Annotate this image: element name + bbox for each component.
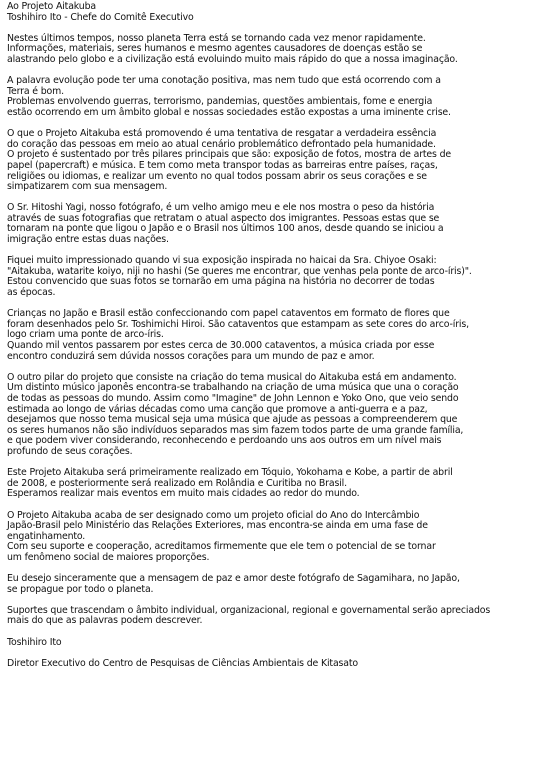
paragraph-line: mais do que as palavras podem descrever. <box>7 615 203 627</box>
paragraph-line: tornaram na ponte que ligou o Japão e o Brasil nos últimos 100 anos, desde quando se iniciou a <box>7 223 444 235</box>
paragraph-line: desejamos que nosso tema musical seja uma música que ajude as pessoas a compreenderem que <box>7 414 458 426</box>
paragraph-line: imigração entre estas duas nações. <box>7 234 169 246</box>
paragraph-line: Quando mil ventos passarem por estes cerca de 30.000 cataventos, a música criada por esse <box>7 340 435 351</box>
paragraph-line: Estou convencido que suas fotos se tornarão em uma página na história no decorrer de todas <box>7 276 435 288</box>
paragraph-line: Suportes que trascendam o âmbito individual, organizacional, regional e governamental serão apreciados <box>7 604 491 616</box>
paragraph <box>7 638 543 649</box>
paragraph-line: Eu desejo sinceramente que a mensagem de paz e amor deste fotógrafo de Sagamihara, no Japão, <box>7 573 460 585</box>
paragraph <box>7 129 543 193</box>
paragraph-line: estão ocorrendo em um âmbito global e nossas sociedades estão expostas a uma iminente crise. <box>7 106 451 118</box>
paragraph-line: O que o Projeto Aitakuba está promovendo é uma tentativa de resgatar a verdadeira essência <box>7 128 437 140</box>
paragraph-line: religiões ou idiomas, e realizar um evento no qual todos possam abrir os seus corações e se <box>7 170 427 182</box>
paragraph <box>7 76 543 118</box>
paragraph-line: Terra é bom. <box>7 85 64 97</box>
paragraph-line: profundo de seus corações. <box>7 445 133 457</box>
paragraph-line: um fenômeno social de maiores proporções. <box>7 551 210 563</box>
paragraph-line: encontro conduzirá sem dúvida nossos corações para um mundo de paz e amor. <box>7 350 375 362</box>
sender-header-line: Toshihiro Ito - Chefe do Comitê Executivo <box>7 11 194 23</box>
paragraph <box>7 203 543 245</box>
letter-body <box>7 34 543 670</box>
paragraph <box>7 34 543 66</box>
paragraph-line: A palavra evolução pode ter uma conotação positiva, mas nem tudo que está ocorrendo com a <box>7 75 441 87</box>
paragraph-line: Nestes últimos tempos, nosso planeta Terra está se tornando cada vez menor rapidamente. <box>7 32 426 44</box>
paragraph-line: engatinhamento. <box>7 530 86 542</box>
paragraph-line: Esperamos realizar mais eventos em muito mais cidades ao redor do mundo. <box>7 488 360 500</box>
paragraph-line: estimada ao longo de várias décadas como uma canção que promove a anti-guerra e a paz, <box>7 403 428 415</box>
paragraph <box>7 309 543 362</box>
paragraph-line: "Aitakuba, watarite koiyo, niji no hashi (Se queres me encontrar, que venhas pela ponte de arco-íris)". <box>7 265 472 277</box>
paragraph-line: O Projeto Aitakuba acaba de ser designado como um projeto oficial do Ano do Intercâmbio <box>7 509 420 521</box>
paragraph-line: de 2008, e posteriormente será realizado em Rolândia e Curitiba no Brasil. <box>7 477 347 489</box>
paragraph-line: através de suas fotografias que retratam o atual aspecto dos imigrantes. Pessoas estas que se <box>7 212 440 224</box>
paragraph-line: Informações, materiais, seres humanos e mesmo agentes causadores de doenças estão se <box>7 43 423 55</box>
paragraph-line: alastrando pelo globo e a civilização está evoluindo muito mais rápido do que a nossa imaginação. <box>7 53 458 65</box>
recipient-line: Ao Projeto Aitakuba <box>7 1 96 12</box>
letter-document <box>7 2 543 680</box>
paragraph-line: do coração das pessoas em meio ao atual cenário problemático defrontado pela humanidade. <box>7 138 436 150</box>
paragraph-line: O projeto é sustentado por três pilares principais que são: exposição de fotos, mostra de artes de <box>7 149 452 161</box>
paragraph <box>7 468 543 500</box>
paragraph-line: Este Projeto Aitakuba será primeiramente realizado em Tóquio, Yokohama e Kobe, a partir de abril <box>7 467 453 479</box>
paragraph-line: logo criam uma ponte de arco-íris. <box>7 329 164 341</box>
paragraph-line: Toshihiro Ito <box>7 636 62 648</box>
paragraph-line: Crianças no Japão e Brasil estão confeccionando com papel cataventos em formato de flores que <box>7 308 450 320</box>
paragraph <box>7 511 543 564</box>
paragraph-line: de todas as pessoas do mundo. Assim como "Imagine" de John Lennon e Yoko Ono, que veio sendo <box>7 392 459 404</box>
paragraph-line: e que podem viver considerando, reconhecendo e perdoando uns aos outros em um nível mais <box>7 435 442 447</box>
paragraph-line: Problemas envolvendo guerras, terrorismo, pandemias, questões ambientais, fome e energia <box>7 96 433 108</box>
paragraph <box>7 574 543 595</box>
paragraph-line: foram desenhados pelo Sr. Toshimichi Hiroi. São cataventos que estampam as sete cores do arco-íris, <box>7 318 469 330</box>
paragraph-line: papel (papercraft) e música. E tem como meta transpor todas as barreiras entre países, raças, <box>7 159 438 171</box>
paragraph-line: Um distinto músico japonês encontra-se trabalhando na criação de uma música que una o coração <box>7 382 459 394</box>
paragraph-line: O Sr. Hitoshi Yagi, nosso fotógrafo, é um velho amigo meu e ele nos mostra o peso da história <box>7 202 435 214</box>
paragraph <box>7 373 543 458</box>
paragraph-line: Com seu suporte e cooperação, acreditamos firmemente que ele tem o potencial de se tornar <box>7 541 436 553</box>
paragraph-line: Fiquei muito impressionado quando vi sua exposição inspirada no haicai da Sra. Chiyoe Osaki: <box>7 255 437 267</box>
paragraph-line: Diretor Executivo do Centro de Pesquisas de Ciências Ambientais de Kitasato <box>7 657 358 669</box>
paragraph-line: Japão-Brasil pelo Ministério das Relações Exteriores, mas encontra-se ainda em uma fase de <box>7 520 428 532</box>
paragraph <box>7 256 543 298</box>
paragraph-line: as épocas. <box>7 287 56 299</box>
paragraph-line: O outro pilar do projeto que consiste na criação do tema musical do Aitakuba está em andamento. <box>7 371 457 383</box>
paragraph-line: simpatizarem com sua mensagem. <box>7 181 168 193</box>
paragraph <box>7 659 543 670</box>
paragraph <box>7 606 543 627</box>
paragraph-line: os seres humanos não são indivíduos separados mas sim fazem todos parte de uma grande família, <box>7 424 464 436</box>
paragraph-line: se propague por todo o planeta. <box>7 583 154 595</box>
